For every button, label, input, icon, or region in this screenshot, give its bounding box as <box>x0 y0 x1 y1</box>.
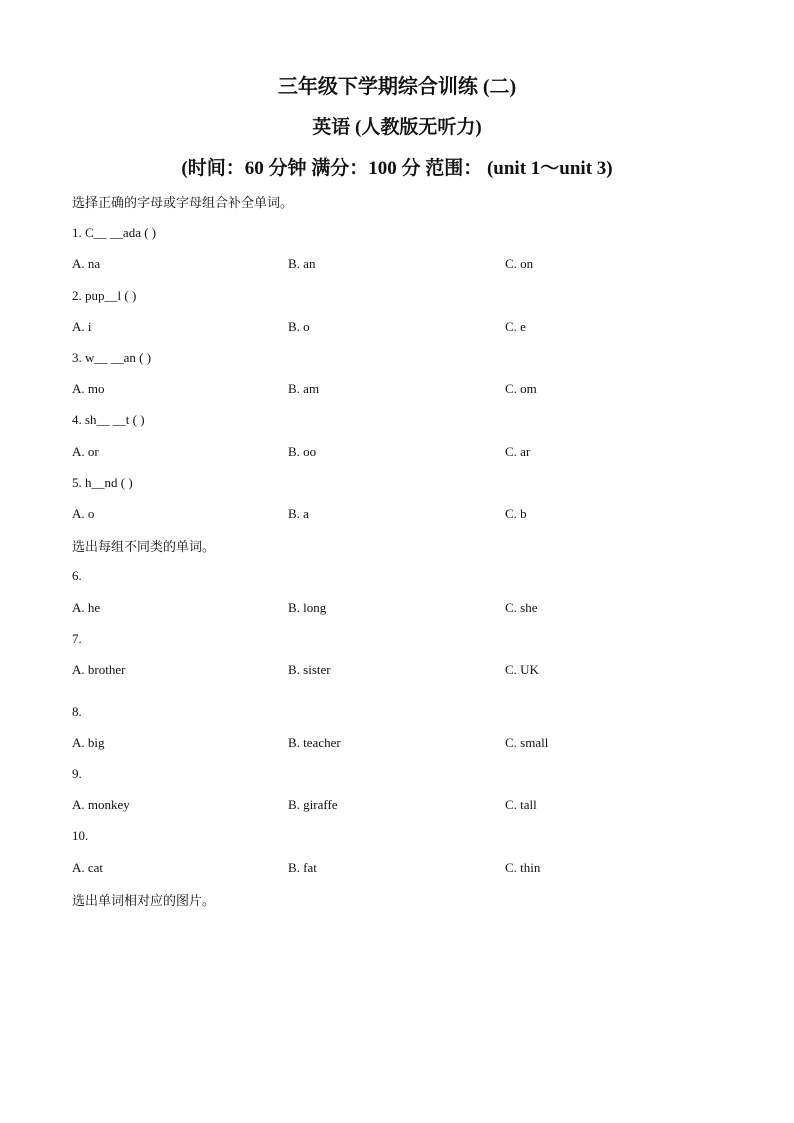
option-c: C. b <box>505 506 527 521</box>
option-b: B. long <box>288 600 327 615</box>
section-instruction-2: 选出每组不同类的单词。 <box>72 540 216 555</box>
option-b: B. o <box>288 319 310 334</box>
option-c: C. on <box>505 256 534 271</box>
question-stem: 2. pup__l ( ) <box>72 288 137 303</box>
option-b: B. oo <box>288 444 317 459</box>
option-c: C. ar <box>505 444 531 459</box>
question-stem: 10. <box>72 828 89 843</box>
option-a: A. brother <box>72 662 126 677</box>
section-instruction-3: 选出单词相对应的图片。 <box>72 894 216 909</box>
option-b: B. teacher <box>288 735 341 750</box>
question-stem: 8. <box>72 704 82 719</box>
option-c: C. small <box>505 735 549 750</box>
option-b: B. giraffe <box>288 797 338 812</box>
option-c: C. she <box>505 600 538 615</box>
option-b: B. am <box>288 381 320 396</box>
question-stem: 5. h__nd ( ) <box>72 475 133 490</box>
option-a: A. cat <box>72 860 104 875</box>
question-stem: 7. <box>72 631 82 646</box>
option-a: A. monkey <box>72 797 130 812</box>
option-a: A. na <box>72 256 101 271</box>
question-stem: 3. w__ __an ( ) <box>72 350 152 365</box>
option-b: B. fat <box>288 860 317 875</box>
option-a: A. mo <box>72 381 105 396</box>
section-instruction-1: 选择正确的字母或字母组合补全单词。 <box>72 196 294 211</box>
question-stem: 1. C__ __ada ( ) <box>72 225 157 240</box>
option-b: B. an <box>288 256 316 271</box>
option-b: B. sister <box>288 662 331 677</box>
option-c: C. tall <box>505 797 537 812</box>
question-stem: 6. <box>72 568 82 583</box>
exam-info: (时间：60 分钟 满分：100 分 范围： (unit 1～unit 3) <box>181 158 613 179</box>
option-c: C. thin <box>505 860 541 875</box>
page-title: 三年级下学期综合训练 (二) <box>277 76 517 98</box>
option-b: B. a <box>288 506 309 521</box>
option-a: A. i <box>72 319 92 334</box>
question-stem: 4. sh__ __t ( ) <box>72 412 145 427</box>
option-a: A. big <box>72 735 105 750</box>
option-a: A. or <box>72 444 99 459</box>
option-c: C. om <box>505 381 537 396</box>
option-c: C. UK <box>505 662 539 677</box>
option-c: C. e <box>505 319 526 334</box>
question-stem: 9. <box>72 766 82 781</box>
option-a: A. o <box>72 506 95 521</box>
page-subtitle: 英语 (人教版无听力) <box>312 117 482 138</box>
option-a: A. he <box>72 600 101 615</box>
